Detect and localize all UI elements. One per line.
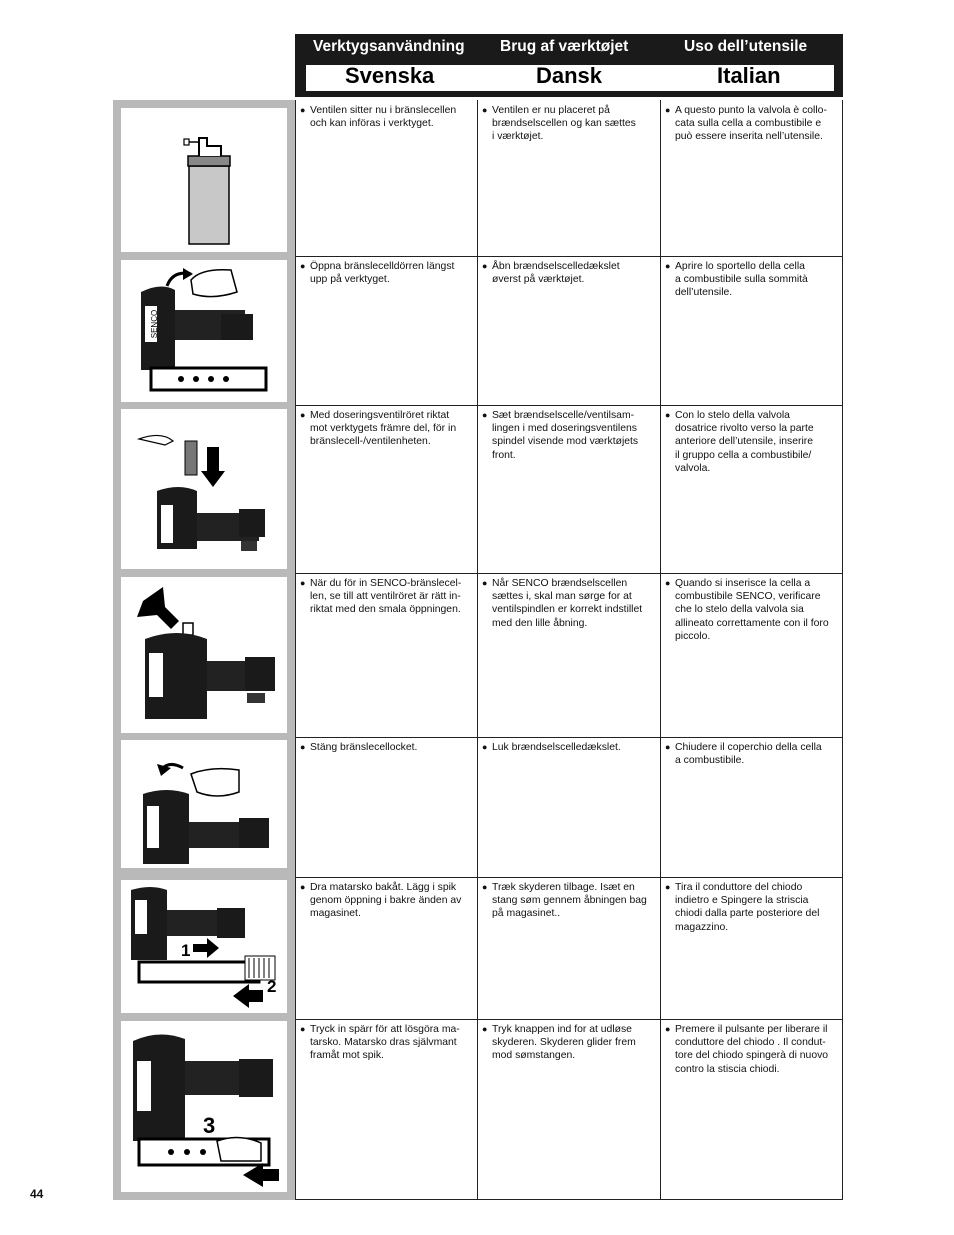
cell-it: ● Con lo stelo della valvola dosatrice rivolto verso la parte anteriore dell’utensile, inserire il gruppo cella a combustibile/ valvola.: [660, 405, 843, 573]
table-row: [295, 256, 843, 406]
table-row: [295, 573, 843, 738]
cell-sv: ● Öppna bränslecelldörren längst upp på verktyget.: [295, 256, 477, 405]
cell-sv: ● Stäng bränslecellocket.: [295, 737, 477, 877]
cell-sv: ● Dra matarsko bakåt. Lägg i spik genom öppning i bakre änden av magasinet.: [295, 877, 477, 1019]
bullet-icon: ●: [665, 578, 671, 588]
open-fuel-door-illustration: [121, 260, 287, 402]
instruction-table: [295, 100, 843, 1200]
arrow-2-label: 2: [267, 977, 277, 996]
bullet-icon: ●: [300, 1024, 306, 1034]
cell-it: ● Quando si inserisce la cella a combustibile SENCO, verificare che lo stelo della valvola sia allineato correttamente con il foro piccolo.: [660, 573, 843, 737]
bullet-icon: ●: [665, 1024, 671, 1034]
arrow-3-label: 3: [203, 1113, 216, 1138]
bullet-icon: ●: [665, 261, 671, 271]
page-number: 44: [30, 1187, 44, 1201]
cell-it: ● Chiudere il coperchio della cella a combustibile.: [660, 737, 843, 877]
align-valve-illustration: [121, 577, 287, 733]
fuel-cell-valve-illustration: [121, 108, 287, 252]
cell-sv: ● Med doseringsventilröret riktat mot verktygets främre del, för in bränslecell-/ventilenheten.: [295, 405, 477, 573]
bullet-icon: ●: [482, 1024, 488, 1034]
table-row: [295, 737, 843, 878]
column-language-it: Italian: [717, 63, 781, 88]
close-fuel-lid-illustration: [121, 740, 287, 868]
cell-da: ● Tryk knappen ind for at udløse skyderen. Skyderen glider frem mod sømstangen.: [477, 1019, 660, 1199]
bullet-icon: ●: [482, 261, 488, 271]
cell-da: ● Ventilen er nu placeret på brændselscellen og kan sættes i værktøjet.: [477, 100, 660, 256]
insert-fuel-cell-illustration: [121, 409, 287, 569]
bullet-icon: ●: [665, 105, 671, 115]
cell-it: ● A questo punto la valvola è collo- cata sulla cella a combustibile e può essere inserita nell’utensile.: [660, 100, 843, 256]
table-row: [295, 405, 843, 574]
cell-da: ● Sæt brændselscelle/ventilsam- lingen i med doseringsventilens spindel visende mod værktøjets front.: [477, 405, 660, 573]
cell-sv: ● När du för in SENCO-bränslecel- len, se till att ventilröret är rätt in- riktat med den smala öppningen.: [295, 573, 477, 737]
bullet-icon: ●: [482, 105, 488, 115]
bullet-icon: ●: [482, 578, 488, 588]
illustration-column: [113, 100, 295, 1200]
bullet-icon: ●: [665, 742, 671, 752]
cell-da: ● Når SENCO brændselscellen sættes i, skal man sørge for at ventilspindlen er korrekt indstillet med den lille åbning.: [477, 573, 660, 737]
pull-feeder-back-illustration: [121, 880, 287, 1013]
bullet-icon: ●: [300, 742, 306, 752]
bullet-icon: ●: [300, 261, 306, 271]
cell-it: ● Tira il conduttore del chiodo indietro e Spingere la striscia chiodi dalla parte posteriore del magazzino.: [660, 877, 843, 1019]
cell-da: ● Luk brændselscelledækslet.: [477, 737, 660, 877]
arrow-1-label: 1: [181, 941, 191, 960]
bullet-icon: ●: [482, 742, 488, 752]
bullet-icon: ●: [300, 105, 306, 115]
cell-sv: ● Ventilen sitter nu i bränslecellen och kan införas i verktyget.: [295, 100, 477, 256]
table-row: [295, 877, 843, 1020]
bullet-icon: ●: [665, 410, 671, 420]
bullet-icon: ●: [300, 410, 306, 420]
bullet-icon: ●: [482, 882, 488, 892]
column-language-da: Dansk: [536, 63, 603, 88]
cell-da: ● Træk skyderen tilbage. Isæt en stang søm gennem åbningen bag på magasinet..: [477, 877, 660, 1019]
press-release-illustration: [121, 1021, 287, 1192]
brand-label: SENCO: [150, 309, 159, 339]
bullet-icon: ●: [482, 410, 488, 420]
cell-it: ● Premere il pulsante per liberare il conduttore del chiodo . Il condut- tore del chiodo spingerà di nuovo contro la stiscia chiodi.: [660, 1019, 843, 1199]
table-row: [295, 1019, 843, 1200]
bullet-icon: ●: [665, 882, 671, 892]
table-header: [295, 34, 843, 97]
bullet-icon: ●: [300, 882, 306, 892]
column-subtitle-it: Uso dell’utensile: [684, 38, 808, 55]
table-row: [295, 100, 843, 257]
column-subtitle-sv: Verktygsanvändning: [313, 38, 465, 55]
cell-sv: ● Tryck in spärr för att lösgöra ma- tarsko. Matarsko dras självmant framåt mot spik.: [295, 1019, 477, 1199]
bullet-icon: ●: [300, 578, 306, 588]
column-language-sv: Svenska: [345, 63, 435, 88]
cell-da: ● Åbn brændselscelledækslet øverst på værktøjet.: [477, 256, 660, 405]
column-subtitle-da: Brug af værktøjet: [500, 38, 629, 55]
cell-it: ● Aprire lo sportello della cella a combustibile sulla sommità dell’utensile.: [660, 256, 843, 405]
